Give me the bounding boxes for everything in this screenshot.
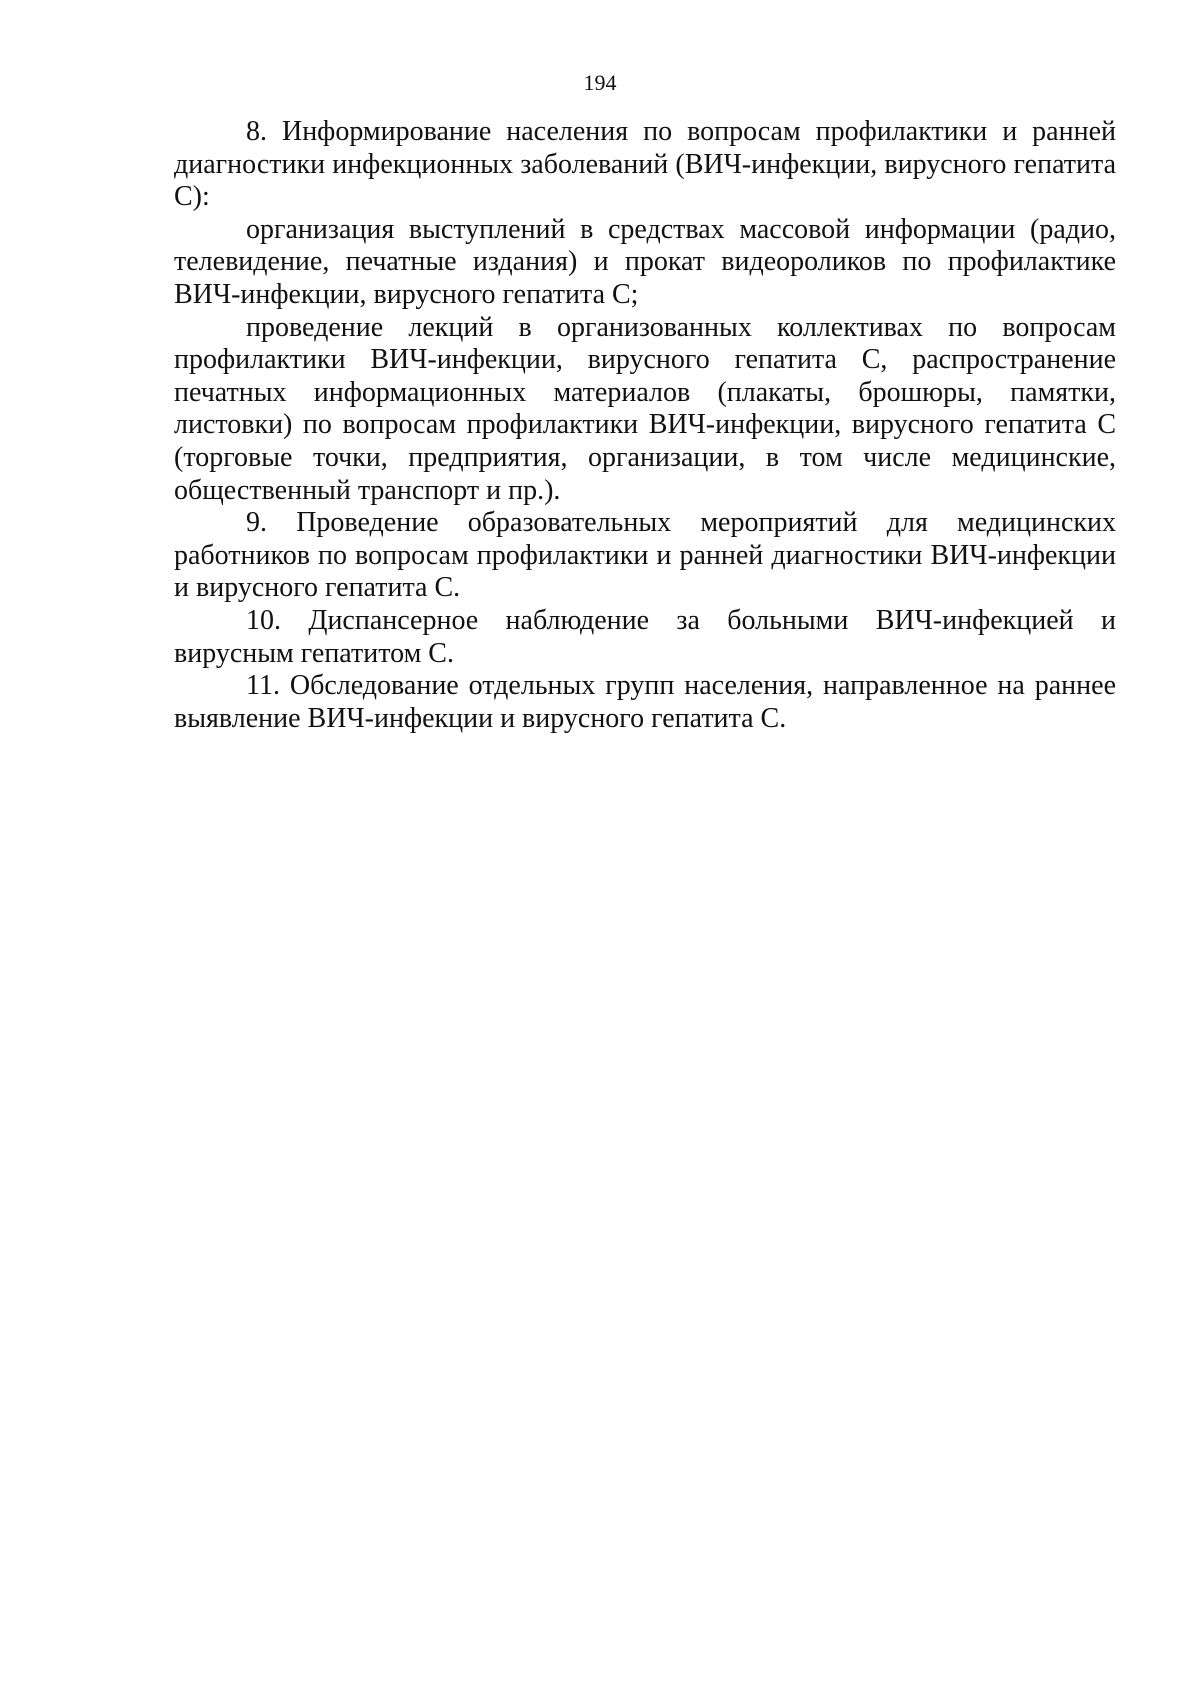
paragraph-item-10: 10. Диспансерное наблюдение за больными ВИЧ-инфекцией и вирусным гепатитом С. xyxy=(174,604,1116,669)
paragraph-lectures: проведение лекций в организованных коллективах по вопросам профилактики ВИЧ-инфекции, вирусного гепатита С, распространение печатных информационных материалов (плакаты, брошюры, памятки, листовки) по вопросам профилактики ВИЧ-инфекции, вирусного гепатита С (торговые точки, предприятия, организации, в том числе медицинские, общественный транспорт и пр.). xyxy=(174,311,1116,506)
paragraph-item-9: 9. Проведение образовательных мероприятий для медицинских работников по вопросам профилактики и ранней диагностики ВИЧ-инфекции и вирусного гепатита С. xyxy=(174,507,1116,604)
page-number: 194 xyxy=(583,70,617,95)
paragraph-item-8: 8. Информирование населения по вопросам профилактики и ранней диагностики инфекционных заболеваний (ВИЧ-инфекции, вирусного гепатита С): xyxy=(174,116,1116,213)
paragraph-item-11: 11. Обследование отдельных групп населения, направленное на раннее выявление ВИЧ-инфекции и вирусного гепатита С. xyxy=(174,670,1116,734)
paragraph-media-campaigns: организация выступлений в средствах массовой информации (радио, телевидение, печатные издания) и прокат видеороликов по профилактике ВИЧ-инфекции, вирусного гепатита С; xyxy=(174,213,1116,310)
document-body xyxy=(174,116,1116,735)
